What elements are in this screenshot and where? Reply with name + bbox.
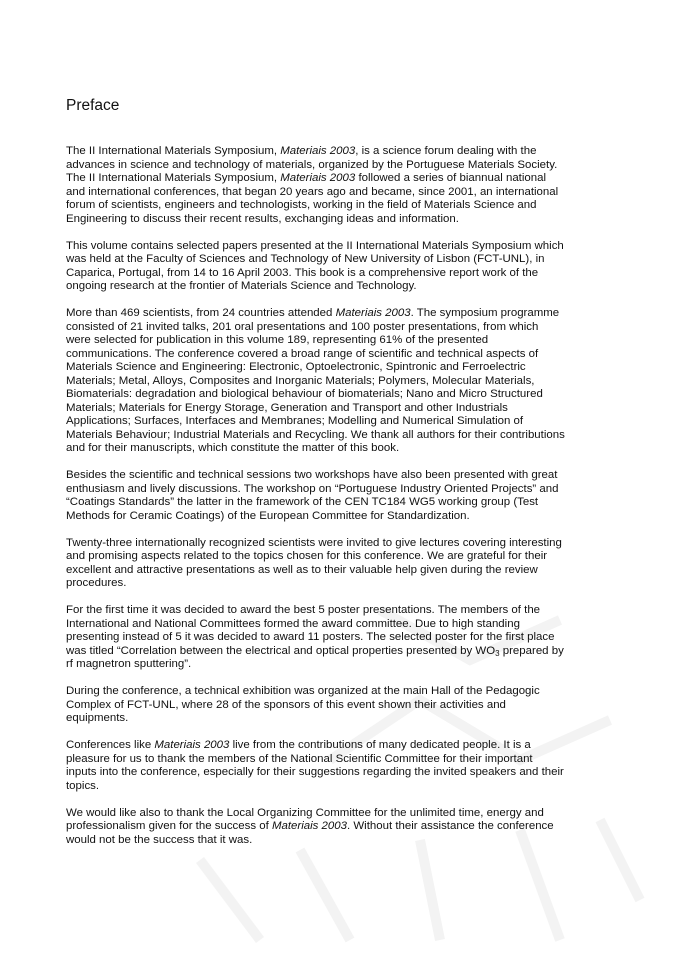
- italic-title: Materiais 2003: [280, 145, 356, 157]
- text-line: Twenty-three internationally recognized scientists were invited to give lectures covering interesting: [66, 536, 562, 549]
- text-line: For the first time it was decided to award the best 5 poster presentations. The members of the: [66, 604, 541, 616]
- text-line: was held at the Faculty of Sciences and Technology of New University of Lisbon (FCT-UNL), in: [66, 253, 545, 265]
- text-line: excellent and attractive presentations as well as to their valuable help given during the review: [66, 563, 538, 576]
- text-line: would not be the success that it was.: [66, 833, 253, 846]
- text-line: Conferences like Materiais 2003 live from the contributions of many dedicated people. It is a: [66, 739, 531, 751]
- text-line: Materials Science and Engineering: Electronic, Optoelectronic, Spintronic and Ferroelectric: [66, 361, 526, 373]
- text-line: Materials Behaviour; Industrial Materials and Recycling. We thank all authors for their contributions: [66, 428, 565, 441]
- text-line: and promising aspects related to the topics chosen for this conference. We are grateful for their: [66, 550, 548, 562]
- text-line: More than 469 scientists, from 24 countries attended Materiais 2003. The symposium programme: [66, 307, 560, 319]
- text-line: was titled “Correlation between the electrical and optical properties presented by $WO_3$ prepared by: [66, 644, 564, 658]
- paragraph-8: [66, 739, 614, 793]
- text-line: During the conference, a technical exhibition was organized at the main Hall of the Pedagogic: [66, 685, 540, 697]
- preface-body: [66, 145, 614, 861]
- text-line: rf magnetron sputtering”.: [66, 658, 192, 670]
- paragraph-9: [66, 807, 614, 848]
- text-line: equipments.: [66, 712, 129, 724]
- text-line: topics.: [66, 779, 100, 792]
- paragraph-6: [66, 604, 614, 672]
- text-line: This volume contains selected papers presented at the II International Materials Symposium which: [66, 239, 564, 252]
- text-line: International and National Committees formed the award committee. Due to high standing: [66, 617, 520, 630]
- text-line: advances in science and technology of materials, organized by the Portuguese Materials Society.: [66, 158, 558, 171]
- text-line: inputs into the conference, especially for their suggestions regarding the invited speakers and their: [66, 766, 564, 778]
- italic-title: Materiais 2003: [335, 307, 411, 319]
- text-line: professionalism given for the success of Materiais 2003. Without their assistance the conference: [66, 820, 554, 832]
- subscript: 3: [495, 648, 500, 658]
- page-title: Preface: [66, 97, 120, 114]
- italic-title: Materiais 2003: [280, 172, 356, 184]
- text-line: and for their manuscripts, which constitute the matter of this book.: [66, 442, 400, 454]
- text-line: We would like also to thank the Local Organizing Committee for the unlimited time, energy and: [66, 806, 544, 819]
- paragraph-4: [66, 469, 614, 523]
- text-line: Complex of FCT-UNL, where 28 of the sponsors of this event shown their activities and: [66, 698, 506, 711]
- text-line: enthusiasm and lively discussions. The workshop on “Portuguese Industry Oriented Projects” and: [66, 482, 559, 495]
- italic-title: Materiais 2003: [154, 739, 230, 751]
- text-line: Biomaterials: degradation and biological behaviour of biomaterials; Nano and Micro Structured: [66, 388, 543, 400]
- text-line: Applications; Surfaces, Interfaces and Membranes; Modelling and Numerical Simulation of: [66, 415, 524, 427]
- text-line: Caparica, Portugal, from 14 to 16 April 2003. This book is a comprehensive report work of the: [66, 266, 539, 279]
- text-line: The II International Materials Symposium, Materiais 2003, is a science forum dealing with the: [66, 145, 537, 157]
- text-line: Materials; Metal, Alloys, Composites and Inorganic Materials; Polymers, Molecular Materials,: [66, 374, 535, 387]
- paragraph-3: [66, 307, 614, 456]
- text-line: and international conferences, that began 20 years ago and became, since 2001, an international: [66, 185, 559, 198]
- text-line: Methods for Ceramic Coatings) of the European Committee for Standardization.: [66, 509, 470, 522]
- text-line: Besides the scientific and technical sessions two workshops have also been presented with great: [66, 469, 558, 481]
- paragraph-1: [66, 145, 614, 226]
- text-line: Materials; Materials for Energy Storage, Generation and Transport and other Industrials: [66, 401, 508, 414]
- text-line: The II International Materials Symposium, Materiais 2003 followed a series of biannual national: [66, 172, 547, 184]
- text-line: forum of scientists, engineers and technologists, working in the field of Materials Science and: [66, 199, 537, 211]
- text-line: “Coatings Standards” the latter in the framework of the CEN TC184 WG5 working group (Test: [66, 496, 539, 508]
- paragraph-7: [66, 685, 614, 726]
- text-line: consisted of 21 invited talks, 201 oral presentations and 100 poster presentations, from which: [66, 320, 539, 333]
- italic-title: Materiais 2003: [271, 820, 348, 832]
- text-line: presenting instead of 5 it was decided to award 11 posters. The selected poster for the first place: [66, 631, 555, 643]
- paragraph-2: [66, 240, 614, 294]
- paragraph-5: [66, 537, 614, 591]
- text-line: ongoing research at the frontier of Materials Science and Technology.: [66, 280, 417, 292]
- text-line: communications. The conference covered a broad range of scientific and technical aspects of: [66, 347, 539, 360]
- text-line: pleasure for us to thank the members of the National Scientific Committee for their important: [66, 752, 533, 765]
- text-line: procedures.: [66, 577, 127, 589]
- text-line: Engineering to discuss their recent results, exchanging ideas and information.: [66, 212, 459, 225]
- text-line: were selected for publication in this volume 189, representing 61% of the presented: [66, 334, 489, 346]
